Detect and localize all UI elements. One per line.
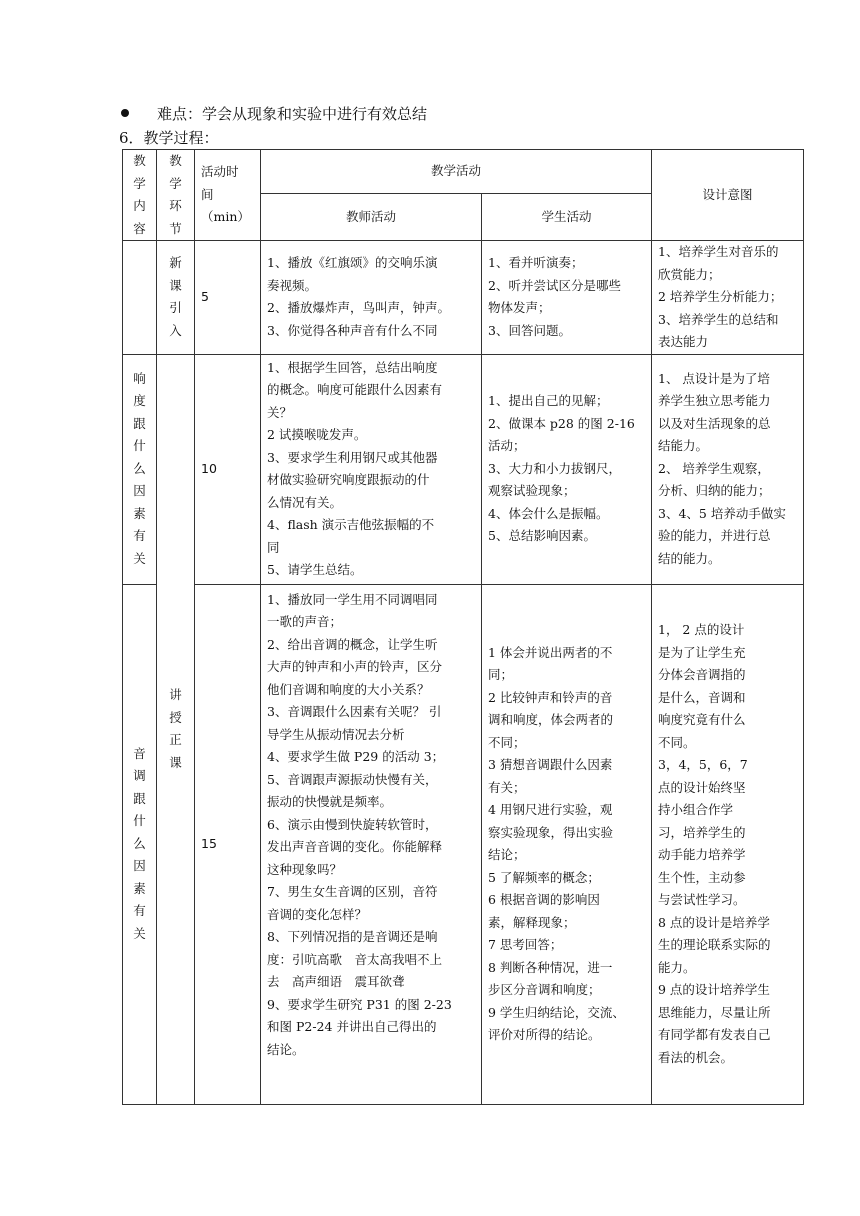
- student-line: 5 了解频率的概念；: [488, 869, 600, 885]
- intent-line: 持小组合作学: [658, 802, 734, 817]
- teacher-line: 度：引吭高歌 音太高我唱不上: [267, 951, 443, 967]
- difficulty-bullet: [121, 104, 427, 124]
- teacher-line: 3、音调跟什么因素有关呢？ 引: [267, 704, 442, 719]
- intent-line: 点的设计始终坚: [658, 779, 746, 795]
- content-char: 关: [133, 550, 146, 566]
- stage-char: 讲: [169, 687, 182, 702]
- student-line: 2 比较钟声和铃声的音: [488, 689, 613, 705]
- student-line: 4 用钢尺进行实验，观: [488, 802, 613, 817]
- intent-line: 是为了让学生充: [658, 644, 746, 660]
- header-intent: 设计意图: [652, 150, 804, 241]
- student-line: 1、提出自己的见解；: [488, 393, 609, 409]
- student-line: 观察试验现象；: [488, 483, 576, 499]
- stage-char: 正: [169, 732, 182, 747]
- intent-line: 2、 培养学生观察，: [658, 460, 770, 476]
- content-char: 跟: [133, 790, 146, 806]
- intent-line: 生的理论联系实际的: [658, 937, 771, 952]
- teacher-line: 3、你觉得各种声音有什么不同: [267, 322, 438, 338]
- student-line: 1、看并听演奏；: [488, 255, 584, 271]
- content-char: 有: [133, 528, 146, 544]
- table-row: [123, 241, 804, 355]
- intent-line: 响度究竟有什么: [658, 712, 746, 727]
- stage-char: 引: [169, 300, 182, 316]
- intent-line: 与尝试性学习。: [658, 892, 746, 907]
- content-char: 调: [133, 768, 146, 784]
- intent-line: 2 培养学生分析能力；: [658, 289, 783, 304]
- cell-intent: [652, 241, 804, 355]
- intent-line: 养学生独立思考能力: [658, 393, 771, 409]
- content-char: 有: [133, 903, 146, 919]
- content-char: 响: [133, 370, 146, 386]
- student-line: 活动；: [488, 438, 526, 454]
- cell-content: [123, 354, 157, 584]
- stage-char: 新: [169, 255, 182, 271]
- content-char: 么: [133, 460, 146, 476]
- teacher-line: 关？: [267, 404, 293, 420]
- intent-line: 1、 点设计是为了培: [658, 370, 770, 386]
- teacher-line: 1、播放同一学生用不同调唱同: [267, 591, 438, 607]
- teacher-line: 音调的变化怎样？: [267, 906, 368, 922]
- student-line: 物体发声；: [488, 300, 551, 316]
- intent-line: 验的能力，并进行总: [658, 528, 771, 544]
- intent-line: 是什么，音调和: [658, 689, 746, 705]
- intent-line: 9 点的设计培养学生: [658, 982, 770, 997]
- teacher-line: 发出声音音调的变化。你能解释: [267, 839, 443, 854]
- teacher-line: 6、演示由慢到快旋转软管时，: [267, 816, 438, 832]
- student-line: 6 根据音调的影响因: [488, 892, 600, 907]
- cell-teacher: [261, 584, 482, 1104]
- teacher-line: 振动的快慢就是频率。: [267, 794, 393, 809]
- table-row: [123, 354, 804, 584]
- header-student: 学生活动: [482, 194, 652, 241]
- student-line: 3 猜想音调跟什么因素: [488, 757, 613, 772]
- cell-time: 10: [195, 354, 261, 584]
- teacher-line: 1、播放《红旗颂》的交响乐演: [267, 255, 438, 271]
- student-line: 2、听并尝试区分是哪些: [488, 277, 621, 293]
- content-char: 度: [133, 393, 146, 409]
- student-line: 4、体会什么是振幅。: [488, 505, 609, 521]
- cell-student: [482, 241, 652, 355]
- intent-line: 能力。: [658, 959, 696, 975]
- header-teacher: 教师活动: [261, 194, 482, 241]
- student-line: 7 思考回答；: [488, 937, 563, 952]
- teacher-line: 这种现象吗？: [267, 861, 343, 877]
- bullet-dot-icon: [121, 109, 129, 117]
- teacher-line: 结论。: [267, 1041, 305, 1057]
- intent-line: 不同。: [658, 734, 696, 750]
- teacher-line: 么情况有关。: [267, 494, 343, 510]
- content-char: 因: [133, 858, 146, 874]
- cell-teacher: [261, 354, 482, 584]
- teacher-line: 8、下列情况指的是音调还是响: [267, 929, 438, 944]
- cell-student: [482, 584, 652, 1104]
- header-activities: 教学活动: [261, 150, 652, 194]
- difficulty-text: 难点：学会从现象和实验中进行有效总结: [157, 105, 428, 123]
- student-line: 3、回答问题。: [488, 322, 571, 338]
- teacher-line: 去 高声细语 震耳欲聋: [267, 974, 405, 989]
- section-title: 6．教学过程：: [119, 129, 219, 147]
- intent-line: 有同学都有发表自己: [658, 1027, 771, 1042]
- teacher-line: 4、flash 演示吉他弦振幅的不: [267, 517, 435, 532]
- teacher-line: 9、要求学生研究 P31 的图 2-23: [267, 996, 452, 1012]
- student-line: 调和响度，体会两者的: [488, 712, 614, 727]
- teacher-line: 一歌的声音；: [267, 614, 343, 629]
- student-line: 结论；: [488, 847, 526, 862]
- intent-line: 表达能力: [658, 334, 709, 349]
- student-line: 评价对所得的结论。: [488, 1027, 601, 1042]
- teacher-line: 的概念。响度可能跟什么因素有: [267, 382, 443, 397]
- teacher-line: 7、男生女生音调的区别，音符: [267, 884, 438, 899]
- teacher-line: 奏视频。: [267, 277, 318, 293]
- cell-stage: [157, 241, 195, 355]
- teacher-line: 和图 P2-24 并讲出自己得出的: [267, 1019, 437, 1034]
- cell-content: [123, 584, 157, 1104]
- header-time: 活动时 间 （min）: [195, 150, 261, 241]
- intent-line: 生个性，主动参: [658, 869, 746, 885]
- student-line: 察实验现象，得出实验: [488, 824, 614, 840]
- cell-stage: [157, 354, 195, 1104]
- content-char: 么: [133, 835, 146, 851]
- intent-line: 分体会音调指的: [658, 667, 746, 682]
- header-stage: 教 学 环 节: [157, 150, 195, 241]
- student-line: 素，解释现象；: [488, 914, 576, 930]
- content-char: 音: [133, 745, 146, 761]
- intent-line: 3、4、5 培养动手做实: [658, 505, 786, 521]
- stage-char: 课: [169, 754, 182, 770]
- student-line: 1 体会并说出两者的不: [488, 644, 613, 660]
- cell-intent: [652, 354, 804, 584]
- student-line: 同；: [488, 667, 514, 682]
- cell-student: [482, 354, 652, 584]
- student-line: 有关；: [488, 779, 526, 795]
- intent-line: 3、培养学生的总结和: [658, 311, 779, 327]
- stage-char: 授: [169, 709, 182, 725]
- stage-char: 课: [169, 277, 182, 293]
- teacher-line: 材做实验研究响度跟振动的什: [267, 472, 430, 487]
- teacher-line: 2 试摸喉咙发声。: [267, 427, 367, 442]
- cell-time: 15: [195, 584, 261, 1104]
- teacher-line: 4、要求学生做 P29 的活动 3；: [267, 749, 445, 764]
- intent-line: 8 点的设计是培养学: [658, 914, 770, 930]
- content-char: 什: [133, 438, 146, 454]
- content-char: 素: [133, 880, 146, 896]
- teaching-process-table: [122, 149, 804, 1105]
- cell-intent: [652, 584, 804, 1104]
- intent-line: 欣赏能力；: [658, 266, 721, 282]
- teacher-line: 1、根据学生回答，总结出响度: [267, 359, 438, 375]
- teacher-line: 导学生从振动情况去分析: [267, 726, 405, 742]
- student-line: 2、做课本 p28 的图 2-16: [488, 415, 635, 431]
- student-line: 5、总结影响因素。: [488, 528, 596, 544]
- intent-line: 结的能力。: [658, 550, 721, 566]
- teacher-line: 5、音调跟声源振动快慢有关，: [267, 771, 438, 787]
- intent-line: 3，4，5，6，7: [658, 757, 748, 772]
- content-char: 跟: [133, 415, 146, 431]
- intent-line: 分析、归纳的能力；: [658, 483, 771, 499]
- teacher-line: 2、播放爆炸声，鸟叫声，钟声。: [267, 300, 450, 316]
- intent-line: 思维能力，尽量让所: [658, 1004, 771, 1020]
- stage-char: 入: [169, 322, 182, 338]
- content-char: 什: [133, 813, 146, 829]
- teacher-line: 3、要求学生利用钢尺或其他器: [267, 449, 438, 465]
- intent-line: 以及对生活现象的总: [658, 415, 771, 431]
- intent-line: 结能力。: [658, 438, 709, 454]
- teacher-line: 5、请学生总结。: [267, 562, 363, 577]
- student-line: 步区分音调和响度；: [488, 982, 601, 997]
- intent-line: 动手能力培养学: [658, 847, 746, 862]
- table-row: [123, 584, 804, 1104]
- teacher-line: 同: [267, 539, 280, 555]
- student-line: 9 学生归纳结论，交流、: [488, 1004, 625, 1020]
- content-char: 关: [133, 925, 146, 941]
- teacher-line: 他们音调和响度的大小关系？: [267, 681, 430, 697]
- teacher-line: 大声的钟声和小声的铃声，区分: [267, 659, 443, 674]
- intent-line: 习，培养学生的: [658, 824, 746, 840]
- content-char: 素: [133, 505, 146, 521]
- cell-content: [123, 241, 157, 355]
- student-line: 不同；: [488, 734, 526, 750]
- cell-teacher: [261, 241, 482, 355]
- teacher-line: 2、给出音调的概念，让学生听: [267, 636, 438, 652]
- student-line: 8 判断各种情况，进一: [488, 959, 613, 975]
- intent-line: 1， 2 点的设计: [658, 622, 745, 637]
- intent-line: 1、培养学生对音乐的: [658, 244, 779, 259]
- content-char: 因: [133, 483, 146, 499]
- cell-time: 5: [195, 241, 261, 355]
- student-line: 3、大力和小力拔钢尺，: [488, 460, 621, 476]
- intent-line: 看法的机会。: [658, 1049, 734, 1065]
- header-content: 教 学 内 容: [123, 150, 157, 241]
